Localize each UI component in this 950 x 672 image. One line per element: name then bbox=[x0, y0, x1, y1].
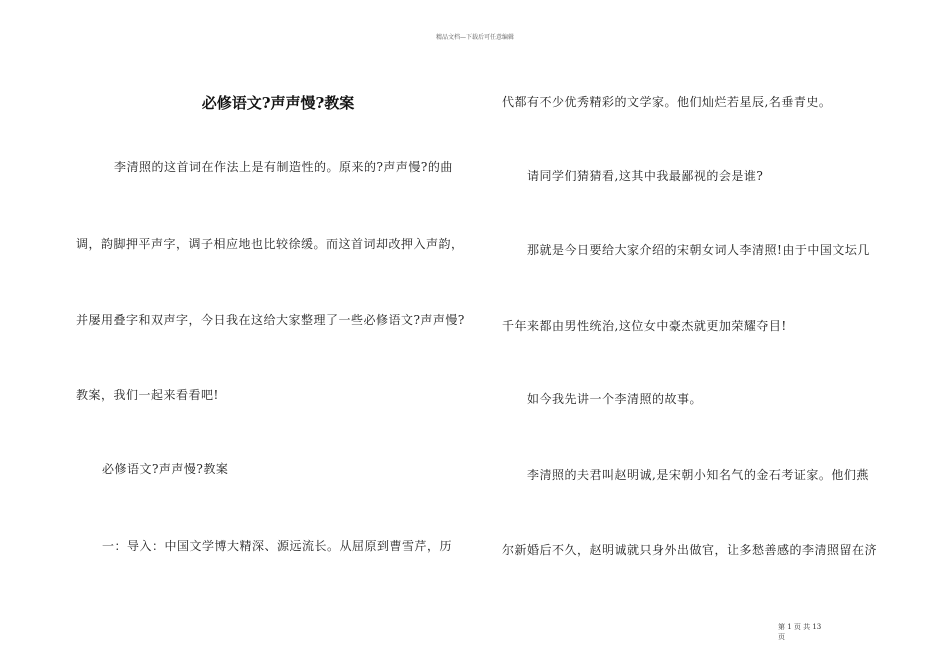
right-paragraph-line: 请同学们猜猜看,这其中我最鄙视的会是谁? bbox=[527, 169, 764, 183]
left-section-heading: 必修语文?声声慢?教案 bbox=[102, 462, 229, 476]
page-number-line: 第 1 页 共 13 bbox=[778, 623, 822, 631]
left-paragraph-line: 教案，我们一起来看看吧! bbox=[76, 388, 219, 402]
right-paragraph-line: 如今我先讲一个李清照的故事。 bbox=[527, 392, 703, 406]
left-paragraph-line: 一：导入：中国文学博大精深、源远流长。从屈原到曹雪芹，历 bbox=[102, 539, 453, 553]
right-paragraph-line: 李清照的夫君叫赵明诚,是宋朝小知名气的金石考证家。他们燕 bbox=[527, 468, 869, 482]
right-paragraph-line: 代都有不少优秀精彩的文学家。他们灿烂若星辰,名垂青史。 bbox=[502, 95, 832, 109]
page-number-line-suffix: 页 bbox=[778, 633, 785, 641]
header-note: 精品文档—下载后可任意编辑 bbox=[435, 34, 514, 41]
page-title: 必修语文?声声慢?教案 bbox=[201, 94, 355, 112]
right-paragraph-line: 尔新婚后不久，赵明诚就只身外出做官，让多愁善感的李清照留在济 bbox=[502, 543, 878, 557]
left-paragraph-line: 调，韵脚押平声字，调子相应地也比较徐缓。而这首词却改押入声韵， bbox=[76, 237, 464, 251]
left-paragraph-line: 并屡用叠字和双声字，今日我在这给大家整理了一些必修语文?声声慢? bbox=[76, 313, 465, 327]
right-paragraph-line: 那就是今日要给大家介绍的宋朝女词人李清照!由于中国文坛几 bbox=[527, 243, 870, 257]
left-paragraph-line: 李清照的这首词在作法上是有制造性的。原来的?声声慢?的曲 bbox=[114, 160, 453, 174]
right-paragraph-line: 千年来都由男性统治,这位女中豪杰就更加荣耀夺目! bbox=[502, 319, 787, 333]
page-number-footer bbox=[778, 622, 821, 642]
